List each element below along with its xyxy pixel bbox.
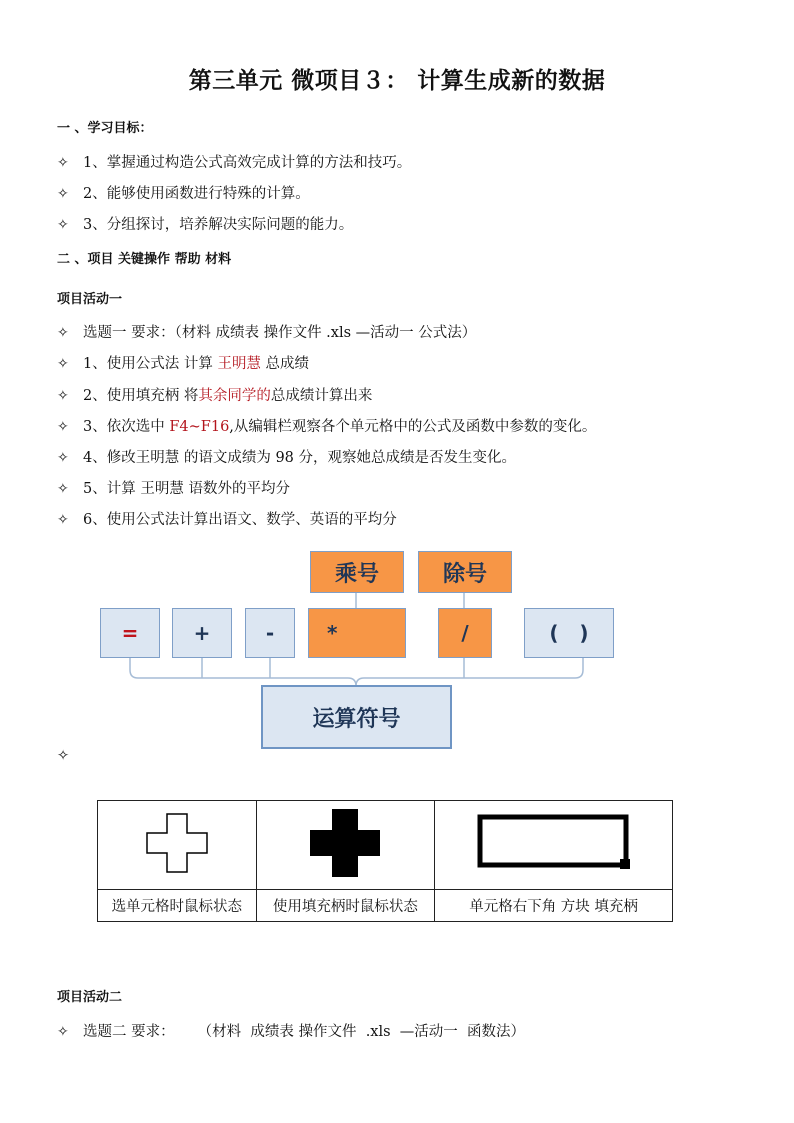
- list-item: ✧ 1、掌握通过构造公式高效完成计算的方法和技巧。: [57, 155, 412, 171]
- activity-heading-2: 项目活动二: [57, 990, 123, 1005]
- multiply-label: 乘号: [310, 551, 404, 593]
- operators-label: 运算符号: [261, 685, 452, 749]
- diamond-bullet-icon: ✧: [57, 512, 69, 528]
- list-item: ✧ 1、使用公式法 计算 王明慧 总成绩: [57, 356, 310, 372]
- diamond-bullet-icon: ✧: [57, 1024, 69, 1040]
- list-item: ✧ 2、能够使用函数进行特殊的计算。: [57, 186, 310, 202]
- minus-symbol: -: [245, 608, 295, 658]
- diamond-bullet-icon: ✧: [57, 186, 69, 202]
- diamond-bullet-icon: ✧: [57, 388, 69, 404]
- diamond-bullet-icon: ✧: [57, 450, 69, 466]
- diamond-bullet-icon: ✧: [57, 155, 69, 171]
- list-item: ✧ 3、依次选中 F4~F16,从编辑栏观察各个单元格中的公式及函数中参数的变化。: [57, 419, 597, 435]
- table-cell: 使用填充柄时鼠标状态: [256, 890, 434, 922]
- divide-label: 除号: [418, 551, 512, 593]
- list-item: ✧ 选题一 要求：（材料 成绩表 操作文件 .xls —活动一 公式法）: [57, 325, 477, 341]
- divide-symbol: /: [438, 608, 492, 658]
- hollow-cross-cursor-icon: [98, 801, 257, 890]
- list-item: ✧ 4、修改王明慧 的语文成绩为 98 分，观察她总成绩是否发生变化。: [57, 450, 517, 466]
- diamond-bullet-icon: ✧: [57, 325, 69, 341]
- mouse-state-table: [97, 800, 673, 922]
- list-item: ✧ 5、计算 王明慧 语数外的平均分: [57, 481, 290, 497]
- section-heading-goals: 一 、学习目标：: [57, 121, 153, 136]
- fill-handle-cell-icon: [435, 801, 673, 890]
- list-item: ✧ 3、分组探讨，培养解决实际问题的能力。: [57, 217, 354, 233]
- diamond-bullet-icon: ✧: [57, 356, 69, 372]
- table-cell: 单元格右下角 方块 填充柄: [435, 890, 673, 922]
- diamond-bullet-icon: ✧: [57, 481, 69, 497]
- equals-symbol: =: [100, 608, 160, 658]
- plus-symbol: +: [172, 608, 232, 658]
- diamond-bullet-icon: ✧: [57, 217, 69, 233]
- diamond-bullet-icon: ✧: [57, 748, 70, 764]
- diamond-bullet-icon: ✧: [57, 419, 69, 435]
- activity-heading-1: 项目活动一: [57, 292, 123, 307]
- solid-cross-cursor-icon: [256, 801, 434, 890]
- table-cell: 选单元格时鼠标状态: [98, 890, 257, 922]
- section-heading-materials: 二 、项目 关键操作 帮助 材料: [57, 252, 232, 267]
- list-item: ✧ 6、使用公式法计算出语文、数学、英语的平均分: [57, 512, 397, 528]
- page-title: 第三单元 微项目３： 计算生成新的数据: [188, 68, 606, 94]
- list-item: ✧ 2、使用填充柄 将其余同学的总成绩计算出来: [57, 388, 373, 404]
- multiply-symbol: *: [308, 608, 406, 658]
- list-item: ✧ 选题二 要求： （材料 成绩表 操作文件 .xls —活动一 函数法）: [57, 1024, 526, 1040]
- parentheses-symbol: ( ): [524, 608, 614, 658]
